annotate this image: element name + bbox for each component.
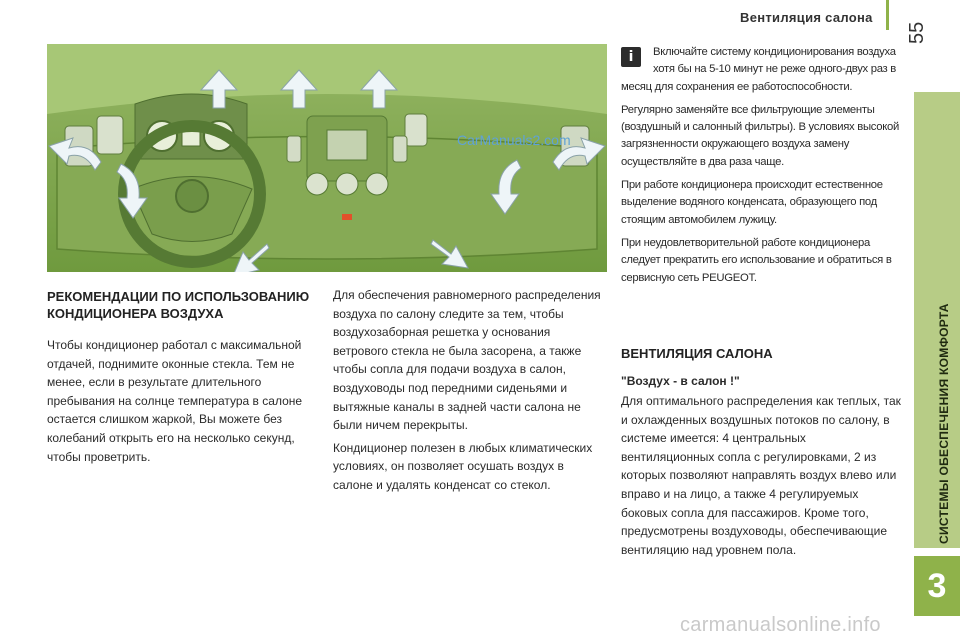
page-header-title: Вентиляция салона xyxy=(740,10,873,25)
recommendations-section xyxy=(47,288,317,470)
airflow-section xyxy=(333,286,603,499)
watermark-text: CarManuals2.com xyxy=(457,132,571,148)
airflow-paragraph-1: Для обеспечения равномерного распределения воздуха по салону следите за тем, чтобы воздухозаборная решетка у основания ветрового стекла не была засорена, а также чтобы сопла для подачи воздуха в салон, воздуховоды под передними сиденьями и вытяжные каналы в задней части салона не были ничем перекрыты. xyxy=(333,288,601,433)
info-note-paragraph-3: При работе кондиционера происходит естественное выделение водяного конденсата, образующего под стоящим автомобилем лужицу. xyxy=(621,179,883,226)
ventilation-paragraph: Для оптимального распределения как теплых, так и охлажденных воздушных потоков по салону, в системе имеется: 4 центральных вентиляционных сопла с регулировками, 2 из которых позволяют направлять воздух влево или вправо и на лицо, а также 4 регулируемых боковых сопла для пассажиров. Кроме того, предусмотрены воздуховоды, обеспечивающие вентиляцию над уровнем пола. xyxy=(621,394,901,557)
info-note-paragraph-4: При неудовлетворительной работе кондиционера следует прекратить его использование и обратиться в сервисную сеть PEUGEOT. xyxy=(621,236,892,284)
info-note-paragraph-1: Включайте систему кондиционирования воздуха хотя бы на 5-10 минут не реже одного-двух раз в месяц для сохранения ее работоспособности. xyxy=(621,46,896,93)
airflow-paragraph-2: Кондиционер полезен в любых климатических условиях, он позволяет осушать воздух в салоне и удалять конденсат со стекол. xyxy=(333,440,593,492)
info-note xyxy=(621,44,899,293)
dashboard-drawing xyxy=(47,44,607,272)
chapter-title: СИСТЕМЫ ОБЕСПЕЧЕНИЯ КОМФОРТА xyxy=(937,303,951,544)
info-icon: i xyxy=(621,47,641,67)
recommendations-paragraph: Чтобы кондиционер работал с максимальной отдачей, поднимите оконные стекла. Тем не менее, если в результате длительного пребывания на солнце температура в салоне остается слишком жаркой, Вы можете без колебаний открыть его на несколько секунд, чтобы проветрить. xyxy=(47,338,303,464)
ventilation-section xyxy=(621,345,901,563)
recommendations-heading: РЕКОМЕНДАЦИИ ПО ИСПОЛЬЗОВАНИЮ КОНДИЦИОНЕРА ВОЗДУХА xyxy=(47,289,310,321)
ventilation-heading: ВЕНТИЛЯЦИЯ САЛОНА xyxy=(621,346,773,361)
dashboard-illustration xyxy=(47,44,607,272)
footer-watermark: carmanualsonline.info xyxy=(680,614,881,636)
header-accent-bar xyxy=(886,0,889,30)
ventilation-subheading: "Воздух - в салон !" xyxy=(621,374,740,388)
page-number: 55 xyxy=(906,21,928,44)
info-note-paragraph-2: Регулярно заменяйте все фильтрующие элементы (воздушный и салонный фильтры). В условиях высокой загрязненности окружающего воздуха замену осуществляйте в два раза чаще. xyxy=(621,103,899,168)
chapter-number: 3 xyxy=(914,556,960,616)
